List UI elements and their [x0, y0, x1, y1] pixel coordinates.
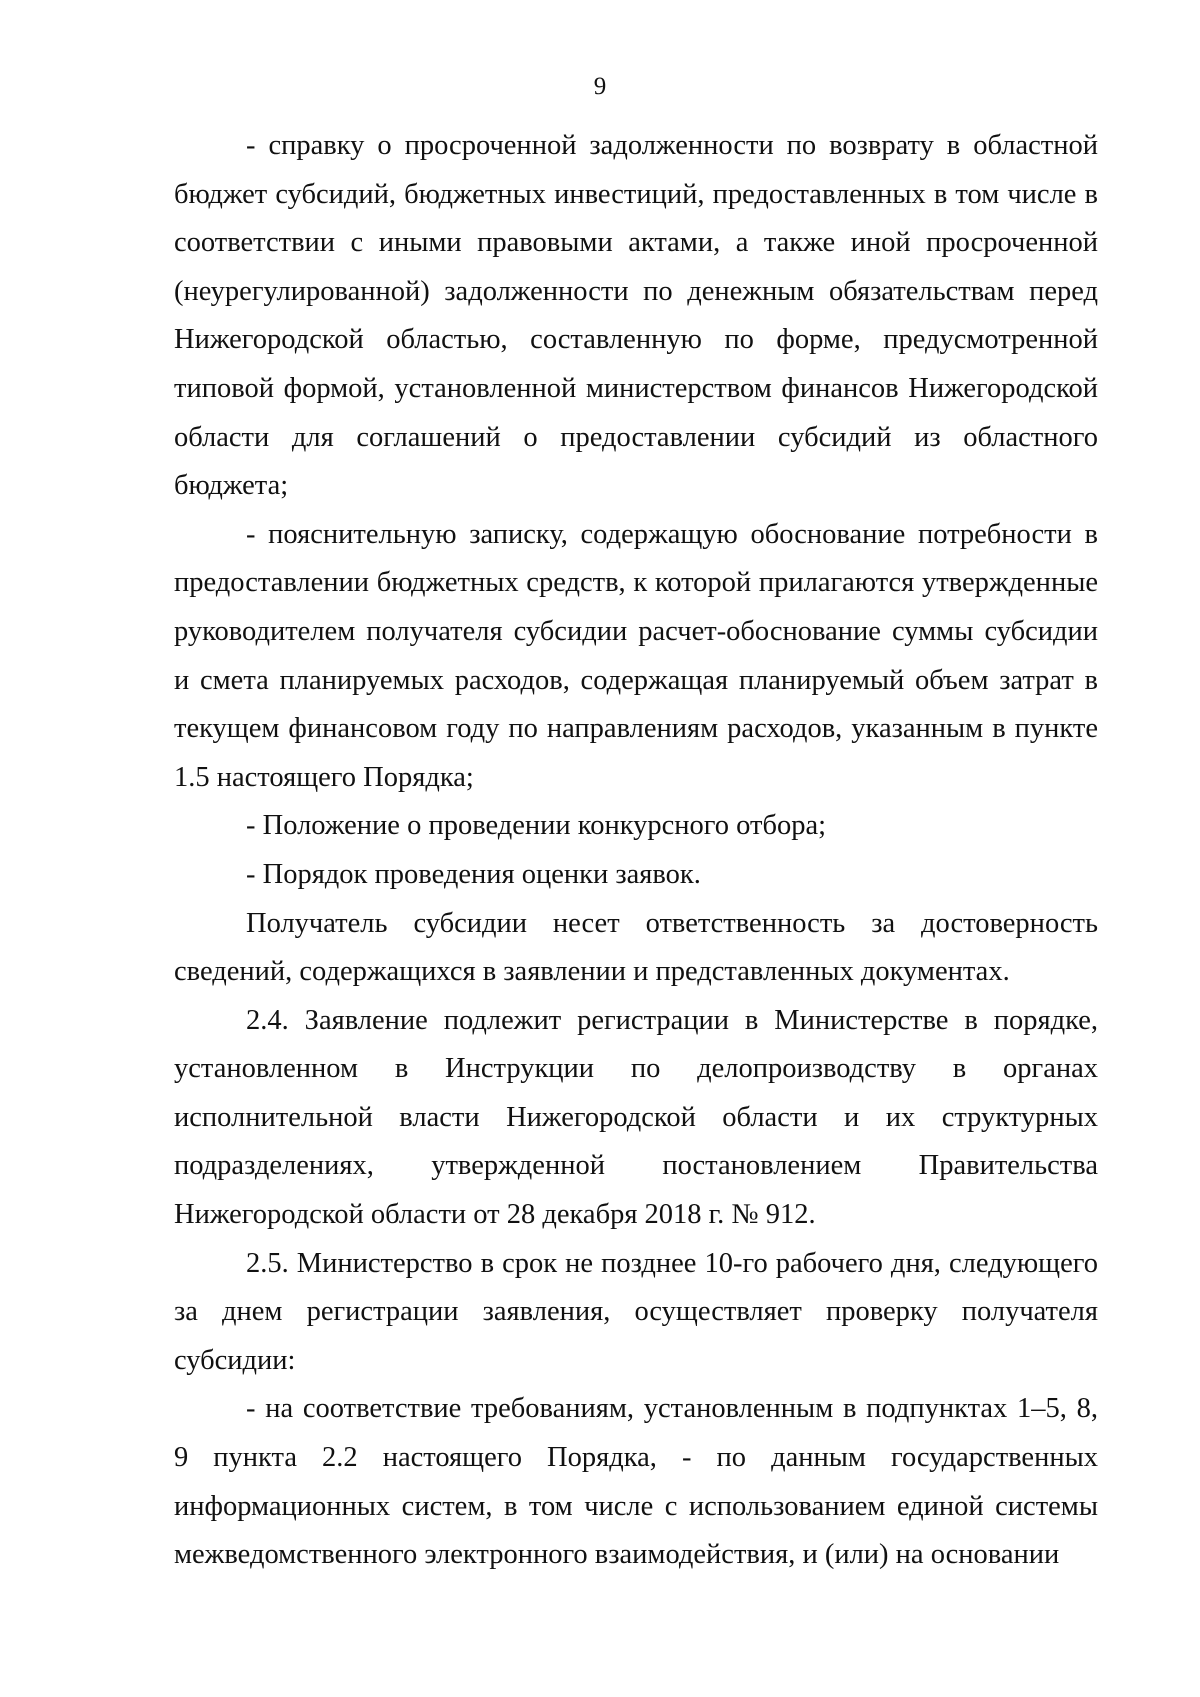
- paragraph-debt-certificate: - справку о просроченной задолженности по возврату в областной бюджет субсидий, бюджетных инвестиций, предоставленных в том числе в соответствии с иными правовыми актами, а также иной просроченной (неурегулированной) задолженности по денежным обязательствам перед Нижегородской областью, составленную по форме, предусмотренной типовой формой, установленной министерством финансов Нижегородской области для соглашений о предоставлении субсидий из областного бюджета;: [174, 130, 1098, 502]
- paragraph-2-4: 2.4. Заявление подлежит регистрации в Министерстве в порядке, установленном в Инструкции по делопроизводству в органах исполнительной власти Нижегородской области и их структурных подразделениях, утвержденной постановлением Правительства Нижегородской области от 28 декабря 2018 г. № 912.: [174, 1004, 1098, 1231]
- page-number: 9: [593, 73, 607, 100]
- paragraph-competition-regulation: - Положение о проведении конкурсного отбора;: [246, 810, 827, 842]
- document-body: [174, 122, 1098, 1580]
- paragraph-2-5: 2.5. Министерство в срок не позднее 10-го рабочего дня, следующего за днем регистрации заявления, осуществляет проверку получателя субсидии:: [174, 1247, 1098, 1376]
- paragraph-responsibility: Получатель субсидии несет ответственность за достоверность сведений, содержащихся в заявлении и представленных документах.: [174, 907, 1098, 988]
- paragraph-explanatory-note: - пояснительную записку, содержащую обоснование потребности в предоставлении бюджетных средств, к которой прилагаются утвержденные руководителем получателя субсидии расчет-обоснование суммы субсидии и смета планируемых расходов, содержащая планируемый объем затрат в текущем финансовом году по направлениям расходов, указанным в пункте 1.5 настоящего Порядка;: [174, 518, 1098, 793]
- paragraph-evaluation-procedure: - Порядок проведения оценки заявок.: [246, 858, 701, 890]
- paragraph-requirements-check: - на соответствие требованиям, установленным в подпунктах 1–5, 8, 9 пункта 2.2 настоящего Порядка, - по данным государственных информационных систем, в том числе с использованием единой системы межведомственного электронного взаимодействия, и (или) на основании: [174, 1393, 1098, 1571]
